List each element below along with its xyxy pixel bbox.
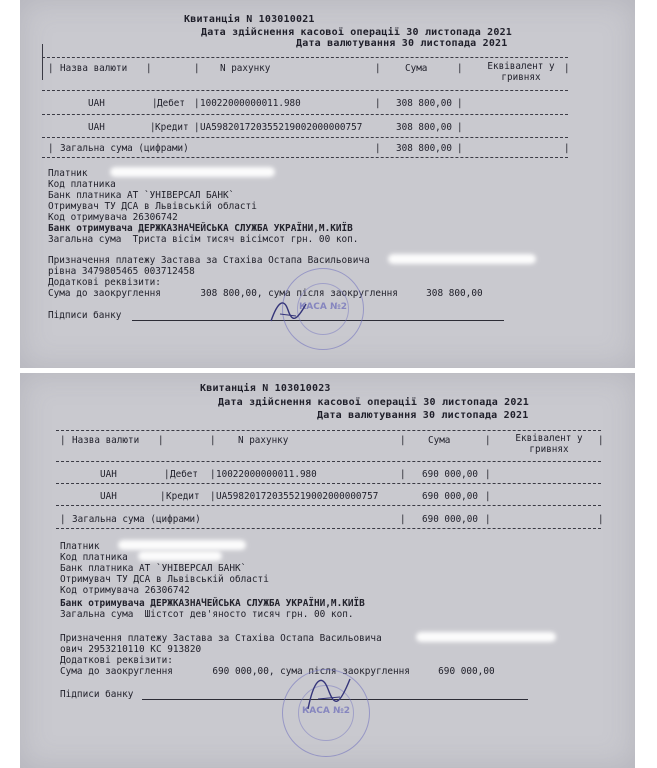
signature-mark bbox=[266, 296, 316, 326]
receipt-title: Квитанція N 103010021 bbox=[184, 14, 315, 25]
table-top-border bbox=[56, 430, 601, 431]
row-amount: 308 800,00 bbox=[396, 98, 452, 109]
total-amount: 690 000,00 bbox=[422, 514, 478, 525]
redaction bbox=[388, 254, 536, 264]
row-currency: UAH bbox=[100, 469, 117, 480]
row-side: Кредит bbox=[166, 491, 200, 502]
signature-mark bbox=[300, 669, 360, 719]
row-currency: UAH bbox=[88, 98, 105, 109]
payment-purpose: Призначення платежу Застава за Стахіва Остапа Васильовича bbox=[60, 633, 382, 644]
payer-bank: Банк платника АТ `УНІВЕРСАЛ БАНК` bbox=[48, 190, 235, 201]
redaction bbox=[118, 540, 246, 550]
row-account: UA598201720355219002000000757 bbox=[216, 491, 379, 502]
recipient-code: Код отримувача 26306742 bbox=[48, 212, 178, 223]
redaction bbox=[416, 632, 556, 642]
table-header-border bbox=[42, 90, 568, 91]
page-margin-mark bbox=[42, 44, 43, 80]
payment-purpose-continued: ович 2953210110 КС 913820 bbox=[60, 644, 202, 655]
header-equivalent: Еквівалент у гривнях bbox=[487, 61, 555, 83]
table-bottom-border bbox=[42, 157, 568, 158]
value-date: Дата валютування 30 листопада 2021 bbox=[296, 38, 508, 49]
payment-purpose-continued: рівна 3479805465 003712458 bbox=[48, 266, 195, 277]
redaction bbox=[138, 551, 222, 561]
recipient-code: Код отримувача 26306742 bbox=[60, 585, 190, 596]
row-amount: 308 800,00 bbox=[396, 122, 452, 133]
header-equivalent: Еквівалент у гривнях bbox=[515, 433, 583, 455]
row-account: 10022000000011.980 bbox=[200, 98, 301, 109]
row-account: 10022000000011.980 bbox=[216, 469, 317, 480]
stamp-text: КАСА №2 bbox=[301, 706, 351, 716]
recipient-bank: Банк отримувача ДЕРЖКАЗНАЧЕЙСЬКА СЛУЖБА УКРАЇНИ,М.КИЇВ bbox=[60, 598, 365, 609]
total-amount: 308 800,00 bbox=[396, 143, 452, 154]
payer-code: Код платника bbox=[48, 179, 116, 190]
recipient-bank: Банк отримувача ДЕРЖКАЗНАЧЕЙСЬКА СЛУЖБА УКРАЇНИ,М.КИЇВ bbox=[48, 223, 353, 234]
table-row-border bbox=[42, 137, 568, 138]
table-row-border bbox=[42, 114, 568, 115]
row-side: Дебет bbox=[170, 469, 198, 480]
receipt-2: Квитанція N 103010023 Дата здійснення касової операції 30 листопада 2021 Дата валютування 30 листопада 2021 | Назва валюти | | N рахунку | Сума | Еквівалент у гривнях | UAH | Дебет | 10022000000011.980 | 690 000,00 | UAH | Кредит | UA598201720355219002000000757 690 000,00 | | Загальна сума (цифрами) | 690 000,00 | | Платник Код платника Банк платника АТ `УНІВЕРСАЛ БАНК` Отримувач ТУ ДСА в Львівській області Код отримувача 26306742 Банк отримувача ДЕРЖКАЗНАЧЕЙСЬКА СЛУЖБА УКРАЇНИ,М.КИЇВ Загальна сума Шістсот дев'яносто тисяч грн. 00 коп. Призначення платежу Застава за Стахіва Остапа Васильовича ович 2953210110 КС 913820 Додаткові реквізити: Сума до заокруглення 690 000,00, сума після заокруглення 690 000,00 Підписи банку КАСА №2 bbox=[20, 373, 635, 768]
receipt-1: Квитанція N 103010021 Дата здійснення касової операції 30 листопада 2021 Дата валютування 30 листопада 2021 | Назва валюти | | N рахунку | Сума | Еквівалент у гривнях | UAH | Дебет | 10022000000011.980 | 308 800,00 | UAH | Кредит | UA598201720355219002000000757 308 800,00 | | Загальна сума (цифрами) | 308 800,00 | | Платник Код платника Банк платника АТ `УНІВЕРСАЛ БАНК` Отримувач ТУ ДСА в Львівській області Код отримувача 26306742 Банк отримувача ДЕРЖКАЗНАЧЕЙСЬКА СЛУЖБА УКРАЇНИ,М.КИЇВ Загальна сума Триста вісім тисяч вісімсот грн. 00 коп. Призначення платежу Застава за Стахіва Остапа Васильовича рівна 3479805465 003712458 Додаткові реквізити: Сума до заокруглення 308 800,00, сума після заокруглення 308 800,00 Підписи банку КАСА №2 bbox=[20, 0, 635, 368]
payer-label: Платник bbox=[48, 168, 88, 179]
header-account: N рахунку bbox=[238, 435, 289, 446]
payer-bank: Банк платника АТ `УНІВЕРСАЛ БАНК` bbox=[60, 563, 247, 574]
recipient: Отримувач ТУ ДСА в Львівській області bbox=[60, 574, 269, 585]
row-currency: UAH bbox=[88, 122, 105, 133]
row-side: Дебет bbox=[157, 98, 185, 109]
total-label: Загальна сума (цифрами) bbox=[72, 514, 201, 525]
table-row-border bbox=[56, 505, 601, 506]
extra-details-label: Додаткові реквізити: bbox=[60, 655, 173, 666]
payment-purpose: Призначення платежу Застава за Стахіва Остапа Васильовича bbox=[48, 255, 370, 266]
rounding-amounts: Сума до заокруглення 690 000,00, сума після заокруглення 690 000,00 bbox=[60, 666, 495, 677]
total-label: Загальна сума (цифрами) bbox=[60, 143, 189, 154]
row-amount: 690 000,00 bbox=[422, 469, 478, 480]
header-amount: Сума bbox=[405, 63, 428, 74]
value-date: Дата валютування 30 листопада 2021 bbox=[317, 410, 529, 421]
bank-signatures-label: Підписи банку bbox=[60, 689, 134, 700]
row-amount: 690 000,00 bbox=[422, 491, 478, 502]
recipient: Отримувач ТУ ДСА в Львівській області bbox=[48, 201, 257, 212]
row-account: UA598201720355219002000000757 bbox=[200, 122, 363, 133]
total-in-words: Загальна сума Триста вісім тисяч вісімсот грн. 00 коп. bbox=[48, 234, 359, 245]
extra-details-label: Додаткові реквізити: bbox=[48, 277, 161, 288]
table-bottom-border bbox=[56, 528, 601, 529]
redaction bbox=[110, 167, 275, 177]
header-account: N рахунку bbox=[220, 63, 271, 74]
rounding-amounts: Сума до заокруглення 308 800,00, сума після заокруглення 308 800,00 bbox=[48, 288, 483, 299]
receipt-title: Квитанція N 103010023 bbox=[200, 383, 331, 394]
stamp-text: КАСА №2 bbox=[298, 302, 348, 312]
header-amount: Сума bbox=[428, 435, 451, 446]
payer-code: Код платника bbox=[60, 552, 128, 563]
payer-label: Платник bbox=[60, 541, 100, 552]
row-currency: UAH bbox=[100, 491, 117, 502]
table-top-border bbox=[42, 57, 568, 58]
table-row-border bbox=[56, 483, 601, 484]
header-currency: Назва валюти bbox=[72, 435, 140, 446]
cash-operation-date: Дата здійснення касової операції 30 листопада 2021 bbox=[201, 27, 513, 38]
table-header-border bbox=[56, 461, 601, 462]
header-currency: Назва валюти bbox=[60, 63, 128, 74]
bank-signatures-label: Підписи банку bbox=[48, 310, 122, 321]
total-in-words: Загальна сума Шістсот дев'яносто тисяч грн. 00 коп. bbox=[60, 609, 354, 620]
cash-operation-date: Дата здійснення касової операції 30 листопада 2021 bbox=[218, 397, 530, 408]
row-side: Кредит bbox=[155, 122, 189, 133]
